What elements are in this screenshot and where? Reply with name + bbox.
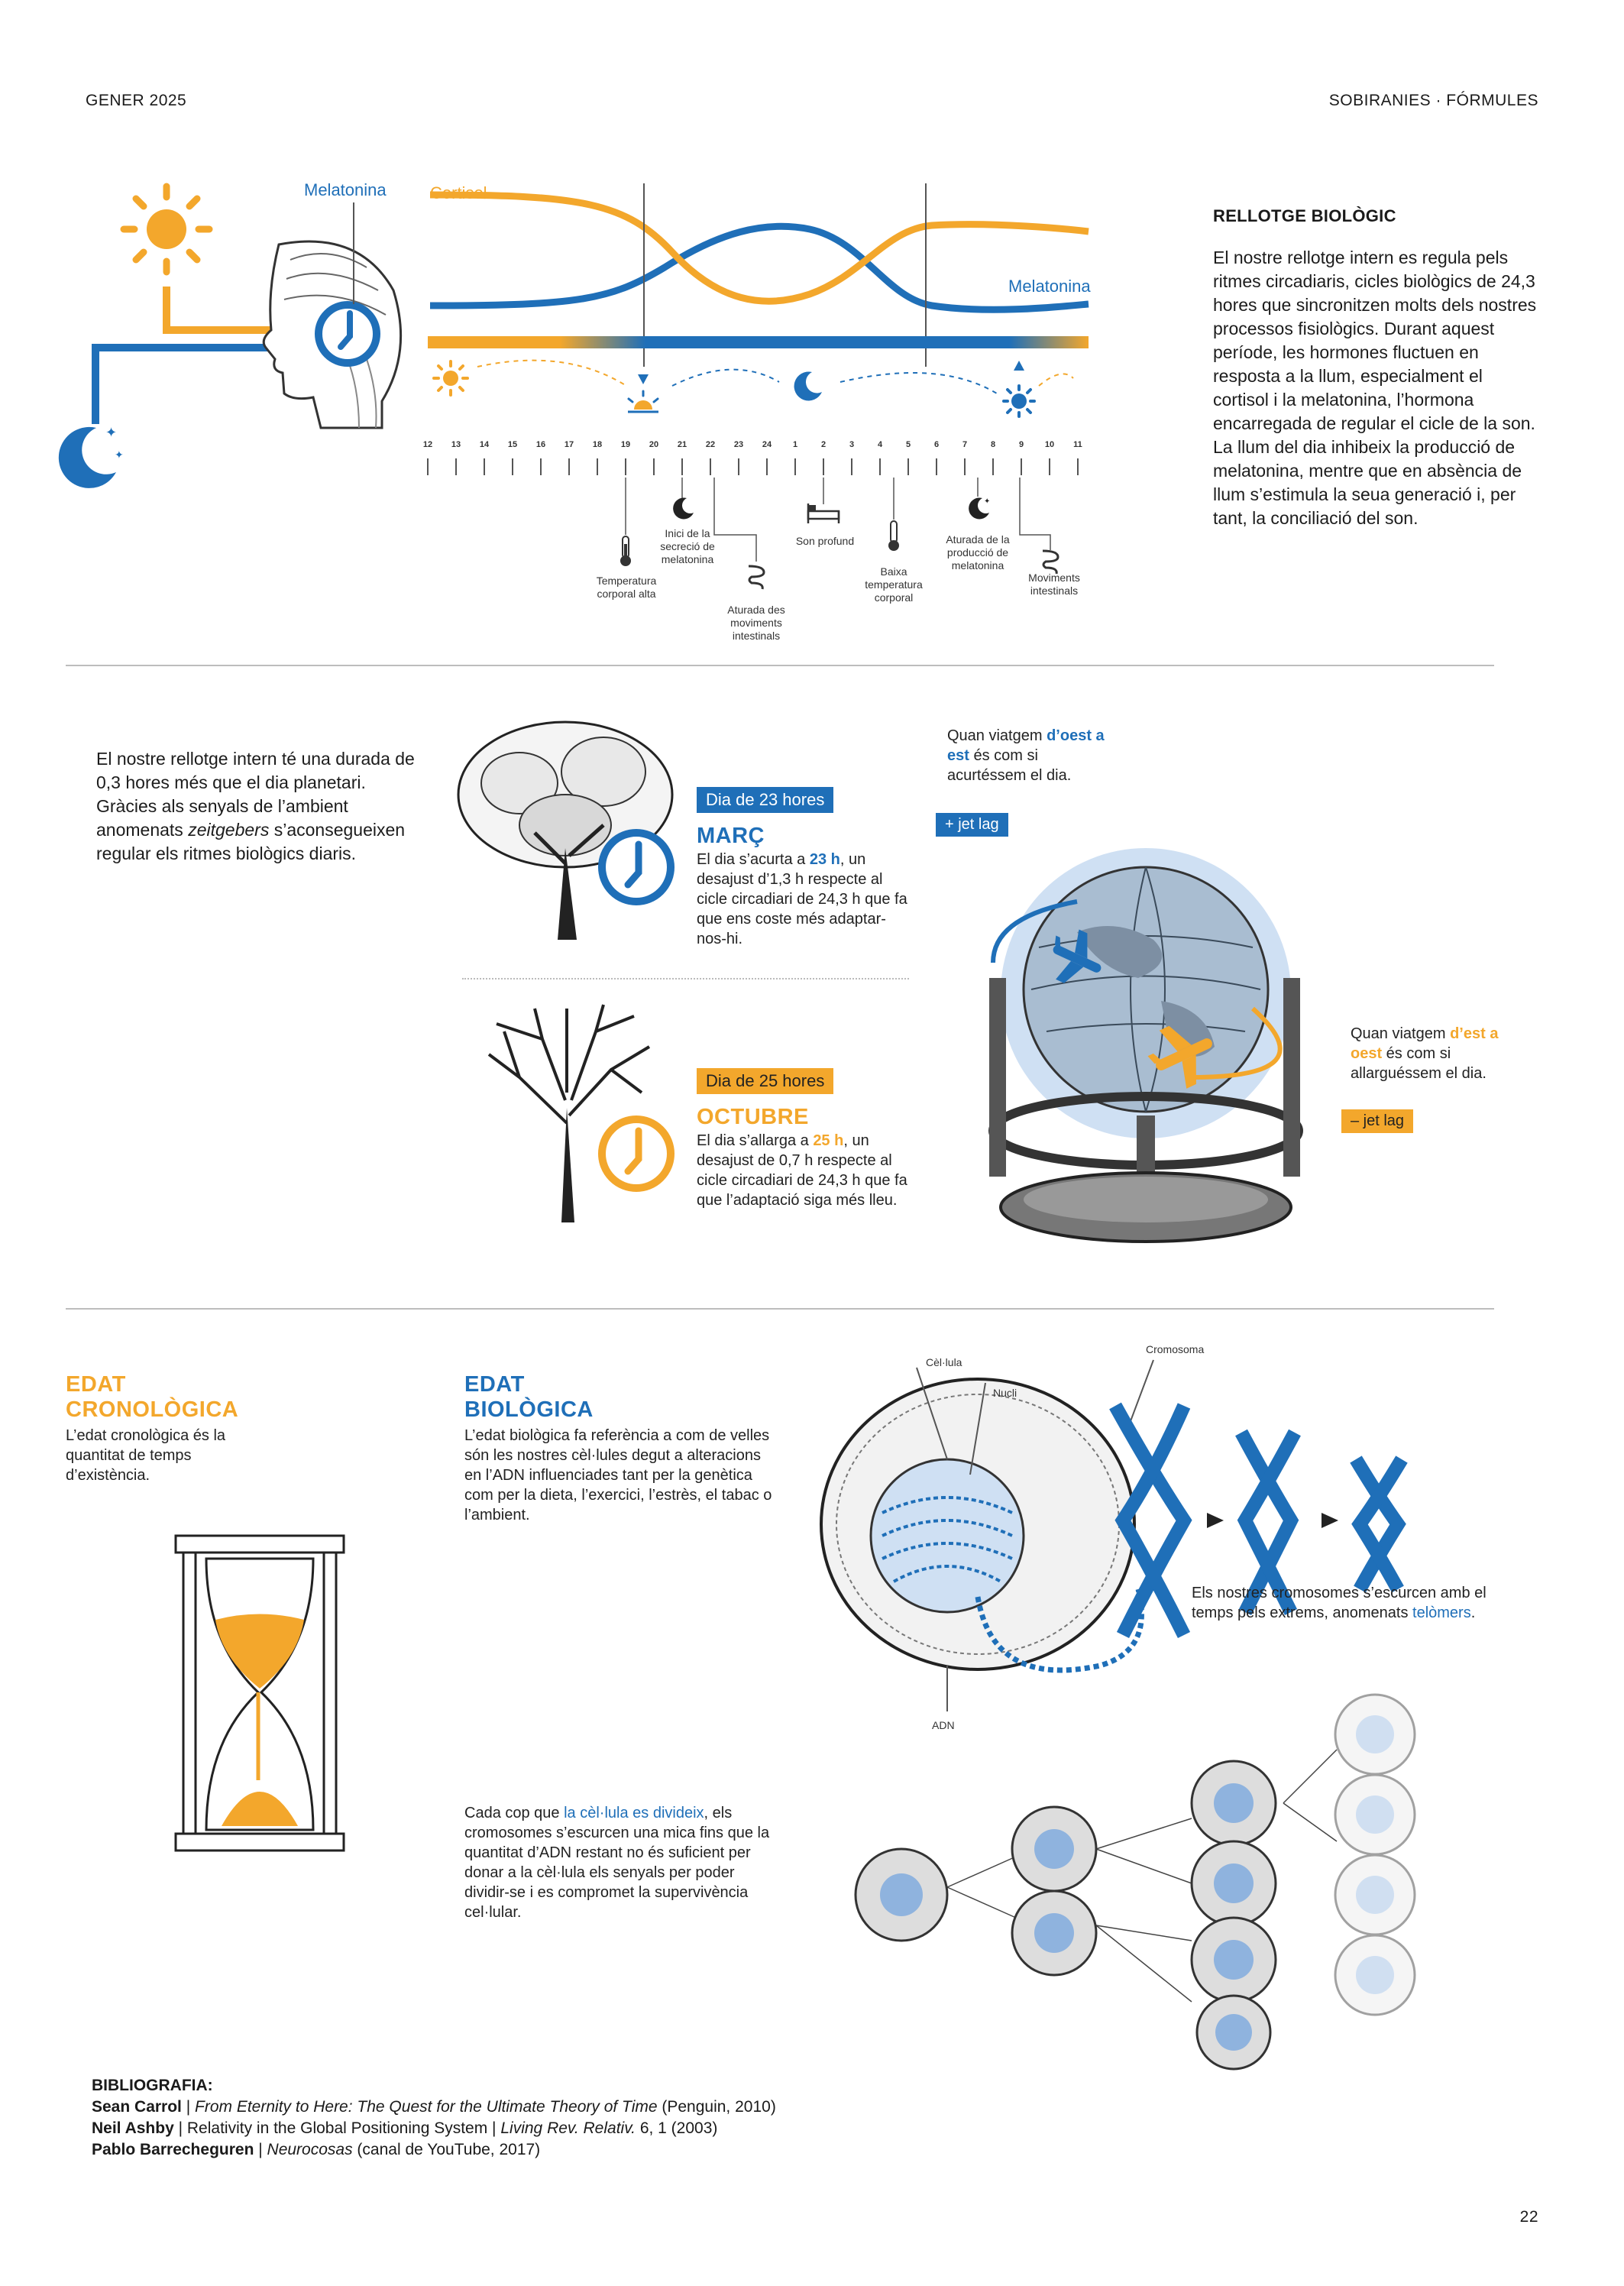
cell-gen-2 <box>1012 1807 1096 1975</box>
melatonin-curve <box>430 226 1089 309</box>
hour-label: 12 <box>422 440 433 449</box>
hour-label: 3 <box>849 440 855 449</box>
issue-date: GENER 2025 <box>86 92 187 109</box>
label-nucleus: Nucli <box>993 1387 1017 1399</box>
bibliography-title: BIBLIOGRAFIA: <box>92 2077 213 2094</box>
event-caption: Aturada des moviments intestinals <box>727 604 785 642</box>
bibliography <box>92 2075 776 2161</box>
hour-label: 21 <box>677 440 687 449</box>
hour-label: 4 <box>877 440 883 449</box>
sunrise-up-arrow-icon <box>1014 361 1024 371</box>
moon-icon <box>59 425 124 488</box>
cell-gen-3 <box>1192 1761 1276 2069</box>
arrow-right-icon <box>1322 1513 1338 1528</box>
october-tag: Dia de 25 hores <box>697 1068 833 1094</box>
label-chromosome: Cromosoma <box>1146 1343 1205 1355</box>
event-caption: Moviments intestinals <box>1028 572 1080 597</box>
west-east-text: Quan viatgem d’oest a est és com si acurtéssem el dia. <box>947 727 1105 784</box>
chrono-age-title: EDAT CRONOLÒGICA <box>66 1372 239 1422</box>
bibliography-entry: Neil Ashby | Relativity in the Global Positioning System | Living Rev. Relativ. 6, 1 (2003) <box>92 2119 718 2137</box>
hour-label: 9 <box>1018 440 1024 449</box>
bio-age-title: EDAT BIOLÒGICA <box>464 1372 594 1422</box>
thermometer-low-icon <box>888 521 899 551</box>
cell-division-diagram <box>833 1689 1444 2071</box>
more-jetlag-tag: + jet lag <box>936 813 1008 837</box>
hour-label: 7 <box>962 440 968 449</box>
hour-label: 18 <box>592 440 603 449</box>
hour-label: 19 <box>620 440 631 449</box>
bed-icon <box>808 504 839 523</box>
cell-gen-1 <box>856 1849 947 1941</box>
chromosome-short <box>1356 1459 1402 1589</box>
day-night-bar <box>428 336 1089 348</box>
hour-label: 1 <box>792 440 798 449</box>
hour-label: 22 <box>705 440 716 449</box>
intestine-icon <box>749 566 764 589</box>
hour-label: 24 <box>762 440 772 449</box>
intestine-morning-icon <box>1043 551 1058 574</box>
sunset-icon <box>628 391 658 412</box>
sun-small-icon <box>434 361 467 395</box>
svg-text:✦: ✦ <box>984 497 991 506</box>
hour-label: 17 <box>564 440 574 449</box>
event-caption: Temperatura corporal alta <box>596 575 657 600</box>
telomere-text: Els nostres cromosomes s’escurcen amb el temps pels extrems, anomenats telòmers. <box>1192 1585 1487 1621</box>
cortisol-label: Cortisol <box>430 183 487 202</box>
sunrise-icon <box>1004 386 1034 416</box>
melatonin-curve-label: Melatonina <box>1008 277 1091 296</box>
svg-text:✦: ✦ <box>115 448 124 461</box>
section-name: SOBIRANIES · FÓRMULES <box>1328 92 1538 109</box>
page-number: 22 <box>1519 2208 1538 2226</box>
chrono-age-text: L’edat cronològica és la quantitat de temps d’existència. <box>66 1427 226 1484</box>
moon-event-icon <box>673 497 694 519</box>
orange-clock-icon <box>594 1112 678 1196</box>
hour-label: 14 <box>479 440 490 449</box>
clock-section-body: El nostre rellotge intern es regula pels ritmes circadiaris, cicles biològics de 24,3 hores que sincronitzen molts dels nostres processos fisiològics. Durant aquest període, les hormones fluctuen en resposta a la llum, especialment el cortisol i la melatonina, l’hormona encarregada de regular el cicle de la son. La llum del dia inhibeix la producció de melatonina, mentre que en absència de llum s’estimula la seua generació i, per tant, la conciliació del son. <box>1213 248 1537 528</box>
section-divider <box>66 665 1494 666</box>
hour-label: 23 <box>733 440 744 449</box>
october-text: El dia s’allarga a 25 h, un desajust de 0,7 h respecte al cicle circadiari de 24,3 h que fa que l’adaptació siga més lleu. <box>697 1132 907 1209</box>
hour-label: 11 <box>1073 440 1082 449</box>
march-tag: Dia de 23 hores <box>697 787 833 813</box>
cell-division-text: Cada cop que la cèl·lula es divideix, els cromosomes s’escurcen una mica fins que la quantitat d’ADN restant no és suficient per donar a la cèl·lula els senyals per poder dividir-se i es compromet la supervivència cel·lular. <box>464 1805 770 1921</box>
event-caption: Son profund <box>795 535 855 547</box>
bio-age-text: L’edat biològica fa referència a com de velles són les nostres cèl·lules degut a alteracions en l’ADN influenciades tant per la genètica com per la dieta, l’exercici, l’estrès, el tabac o l’ambient. <box>464 1427 772 1523</box>
less-jetlag-tag: – jet lag <box>1341 1109 1413 1133</box>
bibliography-entry: Pablo Barrecheguren | Neurocosas (canal de YouTube, 2017) <box>92 2141 541 2158</box>
dotted-divider <box>462 978 909 979</box>
hourglass-icon <box>168 1528 351 1864</box>
hour-ruler <box>428 458 1078 475</box>
cell-gen-4 <box>1335 1695 1415 2015</box>
sunset-down-arrow-icon <box>638 374 649 384</box>
hour-label: 8 <box>990 440 996 449</box>
moon-stop-icon <box>969 497 990 519</box>
hour-label: 5 <box>905 440 911 449</box>
label-cell: Cèl·lula <box>926 1356 962 1368</box>
hour-label: 6 <box>933 440 940 449</box>
svg-text:✦: ✦ <box>105 425 118 440</box>
hour-label: 16 <box>535 440 546 449</box>
label-dna: ADN <box>932 1719 955 1731</box>
october-title: OCTUBRE <box>697 1105 809 1129</box>
march-title: MARÇ <box>697 824 765 848</box>
blue-clock-icon <box>594 825 678 909</box>
thermometer-high-icon <box>620 536 631 566</box>
globe-illustration <box>962 825 1344 1268</box>
cortisol-curve <box>430 195 1089 301</box>
zeitgeber-intro: El nostre rellotge intern té una durada de 0,3 hores més que el dia planetari. Gràcies als senyals de l’ambient anomenats zeitgebers s’aconsegueixen regular els ritmes biològics diaris. <box>96 749 415 863</box>
section-divider <box>66 1308 1494 1310</box>
sun-icon <box>124 186 209 272</box>
hour-label: 13 <box>451 440 461 449</box>
clock-section-title: RELLOTGE BIOLÒGIC <box>1213 206 1396 225</box>
hour-label: 10 <box>1044 440 1055 449</box>
moon-small-icon <box>794 371 822 400</box>
east-west-text: Quan viatgem d’est a oest és com si allarguéssem el dia. <box>1351 1025 1499 1082</box>
hour-label: 20 <box>649 440 659 449</box>
melatonin-head-label: Melatonina <box>304 180 387 199</box>
march-text: El dia s’acurta a 23 h, un desajust d’1,3 h respecte al cicle circadiari de 24,3 h que fa que ens coste més adaptar-nos-hi. <box>697 851 907 947</box>
chromosome-long <box>1115 1406 1184 1635</box>
head-illustration <box>264 241 400 428</box>
event-caption: Baixa temperatura corporal <box>865 565 923 604</box>
bibliography-entry: Sean Carrol | From Eternity to Here: The Quest for the Ultimate Theory of Time (Penguin, 2010) <box>92 2098 776 2116</box>
hour-label: 2 <box>820 440 827 449</box>
arrow-right-icon <box>1207 1513 1224 1528</box>
hour-label: 15 <box>507 440 518 449</box>
event-caption: Aturada de la producció de melatonina <box>946 533 1010 572</box>
event-caption: Inici de la secreció de melatonina <box>660 527 715 565</box>
